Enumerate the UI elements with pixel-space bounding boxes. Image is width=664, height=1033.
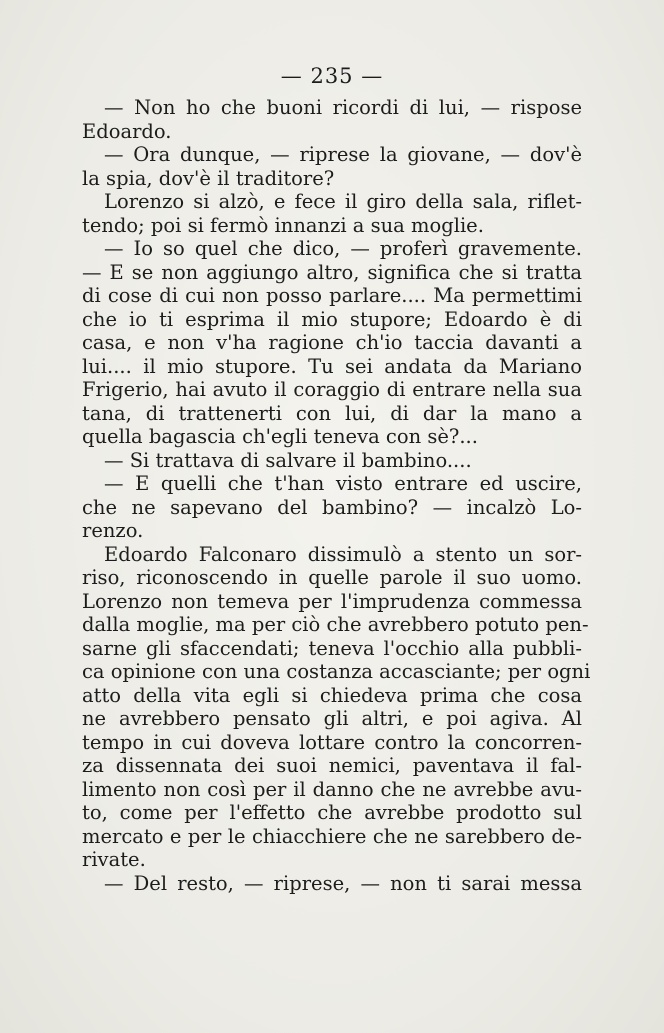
text-line: la spia, dov'è il traditore? [82,166,335,190]
text-line: dalla moglie, ma per ciò che avrebbero potuto pen- [82,613,589,636]
page-number: — 235 — [280,64,384,88]
text-line: tempo in cui doveva lottare contro la concorren- [82,730,582,754]
text-line: za dissennata dei suoi nemici, paventava il fal- [82,754,582,777]
text-line: — Io so quel che dico, — proferì gravemente. [104,237,582,260]
text-line: Lorenzo si alzò, e fece il giro della sala, riflet- [104,190,582,213]
text-line: Edoardo. [82,119,172,143]
text-line: tana, di trattenerti con lui, di dar la mano a [82,401,582,425]
body-text [82,96,591,895]
text-line: — Si trattava di salvare il bambino.... [104,448,472,472]
text-line: che io ti esprima il mio stupore; Edoardo è di [82,307,582,331]
text-line: to, come per l'effetto che avrebbe prodotto sul [82,801,582,824]
text-line: — Del resto, — riprese, — non ti sarai messa [104,871,582,895]
text-line: ne avrebbero pensato gli altri, e poi agiva. Al [82,707,582,730]
text-line: lui.... il mio stupore. Tu sei andata da Mariano [82,354,582,378]
text-line: — E se non aggiungo altro, significa che si tratta [82,260,582,284]
text-line: tendo; poi si fermò innanzi a sua moglie. [82,213,484,237]
text-line: rivate. [82,848,146,871]
text-line: Edoardo Falconaro dissimulò a stento un sor- [104,542,582,566]
text-line: ca opinione con una costanza accasciante; per ogni [82,660,591,683]
text-line: quella bagascia ch'egli teneva con sè?... [82,425,478,448]
text-line: che ne sapevano del bambino? — incalzò Lo- [82,495,582,519]
text-line: — E quelli che t'han visto entrare ed uscire, [104,472,582,495]
text-line: — Ora dunque, — riprese la giovane, — dov'è [104,143,582,166]
text-line: riso, riconoscendo in quelle parole il suo uomo. [82,566,582,589]
text-line: Lorenzo non temeva per l'imprudenza commessa [82,589,582,613]
text-line: casa, e non v'ha ragione ch'io taccia davanti a [82,331,582,354]
text-line: renzo. [82,519,144,542]
text-line: mercato e per le chiacchiere che ne sarebbero de- [82,824,582,848]
text-line: di cose di cui non posso parlare.... Ma permettimi [82,284,582,307]
text-line: — Non ho che buoni ricordi di lui, — rispose [104,96,582,119]
text-line: Frigerio, hai avuto il coraggio di entrare nella sua [82,378,582,401]
text-line: limento non così per il danno che ne avrebbe avu- [82,777,582,801]
text-line: sarne gli sfaccendati; teneva l'occhio alla pubbli- [82,636,582,660]
text-line: atto della vita egli si chiedeva prima che cosa [82,683,582,707]
